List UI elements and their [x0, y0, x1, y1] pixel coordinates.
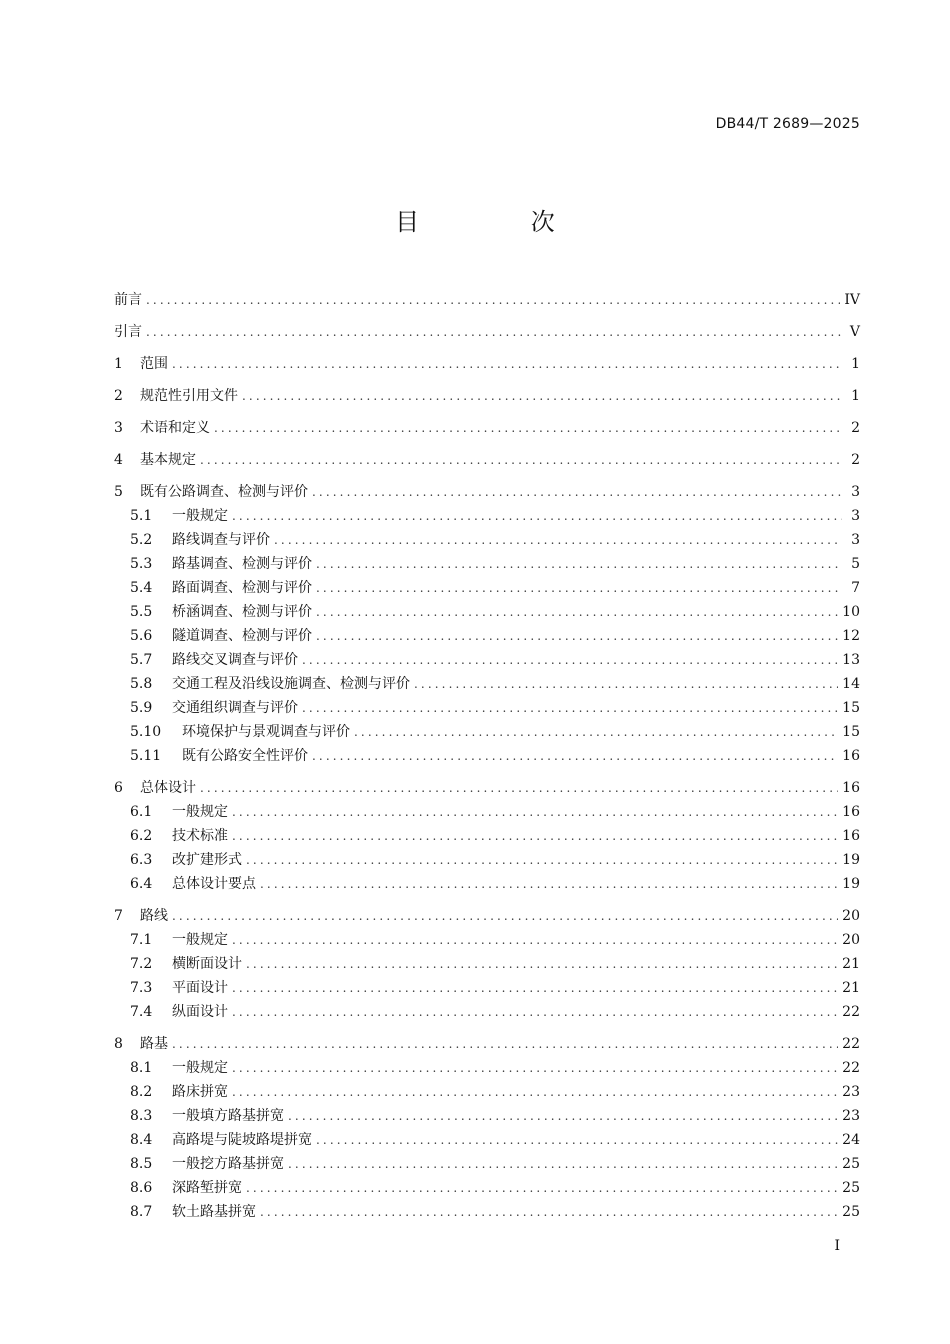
toc-entry-number: 6.2 — [130, 828, 153, 844]
toc-entry[interactable] — [114, 904, 860, 928]
toc-entry-page: 22 — [842, 1060, 860, 1076]
toc-entry-label: 高路堤与陡坡路堤拼宽 — [172, 1132, 312, 1148]
toc-entry-number: 7.2 — [130, 956, 153, 972]
toc-leader-dots — [172, 352, 842, 376]
toc-entry-number: 8 — [114, 1036, 123, 1052]
toc-entry[interactable] — [114, 648, 860, 672]
toc-leader-dots — [260, 872, 838, 896]
toc-entry[interactable] — [114, 952, 860, 976]
toc-entry[interactable] — [114, 1152, 860, 1176]
toc-entry[interactable] — [114, 976, 860, 1000]
toc-entry-page: 3 — [851, 484, 860, 500]
toc-entry-label: 深路堑拼宽 — [172, 1180, 242, 1196]
toc-entry-label: 路基调查、检测与评价 — [172, 556, 312, 572]
toc-leader-dots — [260, 1200, 838, 1224]
toc-entry-number: 7 — [114, 908, 123, 924]
toc-entry[interactable] — [114, 576, 860, 600]
toc-entry-page: 20 — [842, 932, 860, 948]
toc-leader-dots — [246, 848, 838, 872]
toc-entry-number: 3 — [114, 420, 123, 436]
toc-leader-dots — [274, 528, 842, 552]
toc-entry-number: 5.6 — [130, 628, 153, 644]
toc-leader-dots — [312, 480, 842, 504]
toc-entry[interactable] — [114, 696, 860, 720]
toc-entry[interactable] — [114, 320, 860, 344]
toc-entry-page: 1 — [851, 388, 860, 404]
toc-entry-page: 15 — [842, 700, 860, 716]
toc-leader-dots — [316, 552, 842, 576]
toc-entry-number: 6.1 — [130, 804, 153, 820]
toc-leader-dots — [354, 720, 838, 744]
toc-entry-label: 环境保护与景观调查与评价 — [182, 724, 350, 740]
toc-entry-page: 22 — [842, 1004, 860, 1020]
toc-entry-number: 8.4 — [130, 1132, 153, 1148]
toc-entry-label: 既有公路调查、检测与评价 — [140, 484, 308, 500]
toc-entry-label: 路床拼宽 — [172, 1084, 228, 1100]
toc-entry-label: 隧道调查、检测与评价 — [172, 628, 312, 644]
toc-entry-page: 1 — [851, 356, 860, 372]
toc-entry-label: 平面设计 — [172, 980, 228, 996]
toc-entry[interactable] — [114, 352, 860, 376]
toc-leader-dots — [288, 1104, 838, 1128]
toc-entry-page: 16 — [842, 748, 860, 764]
toc-entry[interactable] — [114, 448, 860, 472]
toc-entry[interactable] — [114, 288, 860, 312]
toc-entry-number: 6.4 — [130, 876, 153, 892]
toc-entry[interactable] — [114, 416, 860, 440]
toc-entry-page: 21 — [842, 980, 860, 996]
toc-entry-label: 横断面设计 — [172, 956, 242, 972]
toc-title: 目 次 — [395, 208, 607, 236]
toc-entry[interactable] — [114, 384, 860, 408]
toc-entry-number: 5.8 — [130, 676, 153, 692]
toc-entry-label: 总体设计要点 — [172, 876, 256, 892]
toc-leader-dots — [302, 648, 838, 672]
table-of-contents — [114, 288, 860, 1224]
toc-entry-page: 10 — [842, 604, 860, 620]
toc-entry-label: 规范性引用文件 — [140, 388, 238, 404]
toc-leader-dots — [146, 320, 842, 344]
toc-entry-number: 5.3 — [130, 556, 153, 572]
toc-entry[interactable] — [114, 600, 860, 624]
toc-leader-dots — [232, 928, 838, 952]
toc-leader-dots — [302, 696, 838, 720]
toc-leader-dots — [232, 824, 838, 848]
toc-entry-number: 5.7 — [130, 652, 153, 668]
toc-entry[interactable] — [114, 624, 860, 648]
toc-entry[interactable] — [114, 552, 860, 576]
page-number: I — [834, 1238, 840, 1254]
toc-leader-dots — [316, 624, 838, 648]
toc-leader-dots — [200, 448, 842, 472]
toc-leader-dots — [414, 672, 838, 696]
toc-entry-label: 软土路基拼宽 — [172, 1204, 256, 1220]
toc-leader-dots — [316, 576, 842, 600]
toc-entry-page: 15 — [842, 724, 860, 740]
toc-entry[interactable] — [114, 1104, 860, 1128]
toc-entry-number: 8.5 — [130, 1156, 153, 1172]
toc-entry-label: 引言 — [114, 324, 142, 340]
toc-entry-page: 20 — [842, 908, 860, 924]
toc-entry-page: 13 — [842, 652, 860, 668]
toc-entry[interactable] — [114, 848, 860, 872]
toc-entry-number: 1 — [114, 356, 123, 372]
toc-entry[interactable] — [114, 800, 860, 824]
toc-entry-label: 交通工程及沿线设施调查、检测与评价 — [172, 676, 410, 692]
toc-entry-page: 14 — [842, 676, 860, 692]
toc-entry-number: 6 — [114, 780, 123, 796]
toc-entry-number: 7.3 — [130, 980, 153, 996]
toc-entry-number: 5.1 — [130, 508, 153, 524]
toc-entry-number: 4 — [114, 452, 123, 468]
toc-entry-number: 5.10 — [130, 724, 162, 740]
toc-entry-label: 交通组织调查与评价 — [172, 700, 298, 716]
toc-entry-page: 23 — [842, 1084, 860, 1100]
toc-entry[interactable] — [114, 1080, 860, 1104]
toc-entry-label: 总体设计 — [140, 780, 196, 796]
toc-entry-number: 5 — [114, 484, 123, 500]
toc-entry-page: 16 — [842, 828, 860, 844]
toc-entry-label: 路线 — [140, 908, 168, 924]
toc-entry-page: 22 — [842, 1036, 860, 1052]
toc-entry-label: 既有公路安全性评价 — [182, 748, 308, 764]
toc-entry[interactable] — [114, 504, 860, 528]
toc-leader-dots — [232, 976, 838, 1000]
toc-entry[interactable] — [114, 1032, 860, 1056]
toc-entry-label: 前言 — [114, 292, 142, 308]
toc-entry[interactable] — [114, 1056, 860, 1080]
toc-entry-number: 5.2 — [130, 532, 153, 548]
toc-entry-page: 2 — [851, 420, 860, 436]
toc-entry-page: 7 — [851, 580, 860, 596]
document-code: DB44/T 2689—2025 — [715, 116, 860, 132]
toc-entry-page: 19 — [842, 852, 860, 868]
toc-leader-dots — [316, 1128, 838, 1152]
toc-entry-page: 25 — [842, 1180, 860, 1196]
toc-leader-dots — [246, 952, 838, 976]
toc-leader-dots — [172, 1032, 838, 1056]
toc-entry-page: 16 — [842, 780, 860, 796]
toc-entry-number: 5.4 — [130, 580, 153, 596]
toc-leader-dots — [214, 416, 842, 440]
toc-leader-dots — [242, 384, 842, 408]
toc-entry-page: 25 — [842, 1156, 860, 1172]
toc-entry-page: 23 — [842, 1108, 860, 1124]
toc-entry-label: 路面调查、检测与评价 — [172, 580, 312, 596]
toc-entry-number: 7.4 — [130, 1004, 153, 1020]
toc-entry-number: 8.7 — [130, 1204, 153, 1220]
toc-leader-dots — [146, 288, 840, 312]
toc-entry-label: 技术标准 — [172, 828, 228, 844]
toc-entry-page: 16 — [842, 804, 860, 820]
toc-entry-label: 纵面设计 — [172, 1004, 228, 1020]
toc-entry-label: 路基 — [140, 1036, 168, 1052]
toc-entry[interactable] — [114, 744, 860, 768]
toc-entry-label: 桥涵调查、检测与评价 — [172, 604, 312, 620]
toc-entry-number: 7.1 — [130, 932, 153, 948]
toc-entry-label: 一般规定 — [172, 804, 228, 820]
toc-leader-dots — [172, 904, 838, 928]
toc-entry-number: 5.9 — [130, 700, 153, 716]
toc-entry-label: 基本规定 — [140, 452, 196, 468]
toc-leader-dots — [246, 1176, 838, 1200]
toc-entry-page: 5 — [851, 556, 860, 572]
toc-entry[interactable] — [114, 928, 860, 952]
toc-entry-label: 术语和定义 — [140, 420, 210, 436]
toc-entry[interactable] — [114, 1176, 860, 1200]
toc-entry[interactable] — [114, 872, 860, 896]
toc-entry-label: 路线交叉调查与评价 — [172, 652, 298, 668]
toc-entry-page: 3 — [851, 508, 860, 524]
toc-entry-page: 3 — [851, 532, 860, 548]
toc-entry-page: 24 — [842, 1132, 860, 1148]
toc-entry-page: 25 — [842, 1204, 860, 1220]
toc-entry-page: V — [849, 324, 860, 340]
toc-entry-label: 一般规定 — [172, 508, 228, 524]
toc-entry-label: 一般规定 — [172, 1060, 228, 1076]
toc-leader-dots — [316, 600, 838, 624]
toc-entry-label: 范围 — [140, 356, 168, 372]
toc-leader-dots — [232, 800, 838, 824]
toc-entry-label: 路线调查与评价 — [172, 532, 270, 548]
toc-entry-number: 2 — [114, 388, 123, 404]
toc-entry-page: IV — [844, 292, 860, 308]
toc-entry[interactable] — [114, 1000, 860, 1024]
toc-leader-dots — [232, 504, 842, 528]
toc-entry[interactable] — [114, 480, 860, 504]
toc-entry-number: 5.11 — [130, 748, 162, 764]
toc-entry-label: 一般填方路基拼宽 — [172, 1108, 284, 1124]
toc-entry[interactable] — [114, 824, 860, 848]
toc-leader-dots — [232, 1056, 838, 1080]
toc-entry[interactable] — [114, 672, 860, 696]
toc-entry-label: 一般规定 — [172, 932, 228, 948]
toc-entry[interactable] — [114, 1128, 860, 1152]
toc-entry-page: 2 — [851, 452, 860, 468]
toc-entry-number: 8.3 — [130, 1108, 153, 1124]
toc-entry-page: 21 — [842, 956, 860, 972]
toc-leader-dots — [232, 1080, 838, 1104]
toc-entry[interactable] — [114, 528, 860, 552]
toc-entry-label: 改扩建形式 — [172, 852, 242, 868]
toc-leader-dots — [200, 776, 838, 800]
toc-entry[interactable] — [114, 1200, 860, 1224]
toc-entry-page: 19 — [842, 876, 860, 892]
toc-leader-dots — [288, 1152, 838, 1176]
toc-entry-number: 8.1 — [130, 1060, 153, 1076]
toc-leader-dots — [232, 1000, 838, 1024]
toc-entry-number: 5.5 — [130, 604, 153, 620]
toc-entry[interactable] — [114, 776, 860, 800]
toc-entry-page: 12 — [842, 628, 860, 644]
toc-entry-number: 6.3 — [130, 852, 153, 868]
toc-entry-number: 8.6 — [130, 1180, 153, 1196]
toc-leader-dots — [312, 744, 838, 768]
toc-entry[interactable] — [114, 720, 860, 744]
toc-entry-label: 一般挖方路基拼宽 — [172, 1156, 284, 1172]
toc-entry-number: 8.2 — [130, 1084, 153, 1100]
